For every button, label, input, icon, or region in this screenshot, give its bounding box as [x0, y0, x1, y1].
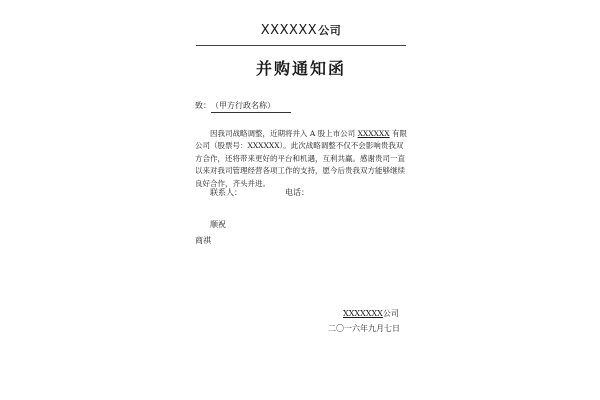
company-header	[196, 22, 406, 38]
recipient-name: （甲方行政名称）	[211, 100, 291, 113]
closing-greeting-1: 顺祝	[210, 220, 226, 229]
contact-person-label: 联系人：	[210, 188, 242, 197]
document-title: 并购通知函	[255, 59, 346, 78]
acquirer-company-code: XXXXXX	[357, 129, 390, 138]
body-text-part2: 有限公司（股票号：XXXXXX）。此次战略调整不仅不会影响贵我双方合作，还将带来更好的平台和机遇，互利共赢。感谢贵司一直以来对我司管理经营各项工作的支持，愿今后贵我双方能够继续良好合作，齐头并进。	[195, 129, 408, 188]
signature-company	[343, 308, 399, 319]
header-divider	[196, 45, 406, 46]
body-text-part1: 因我司战略调整，近期将并入 A 股上市公司	[210, 129, 358, 138]
body-paragraph	[195, 128, 410, 190]
closing-greeting-2: 商祺	[195, 236, 211, 245]
contact-row	[210, 187, 309, 198]
salutation-prefix: 致：	[195, 101, 211, 110]
salutation	[195, 100, 291, 113]
signature-company-code: XXXXXXX	[343, 309, 383, 318]
company-name-placeholder: XXXXXX	[260, 23, 318, 38]
letter-body	[195, 128, 410, 190]
signature-date: 二〇一六年九月七日	[328, 324, 400, 333]
phone-label: 电话：	[285, 188, 309, 197]
company-suffix: 公司	[318, 24, 342, 37]
signature-company-suffix: 公司	[382, 309, 399, 318]
